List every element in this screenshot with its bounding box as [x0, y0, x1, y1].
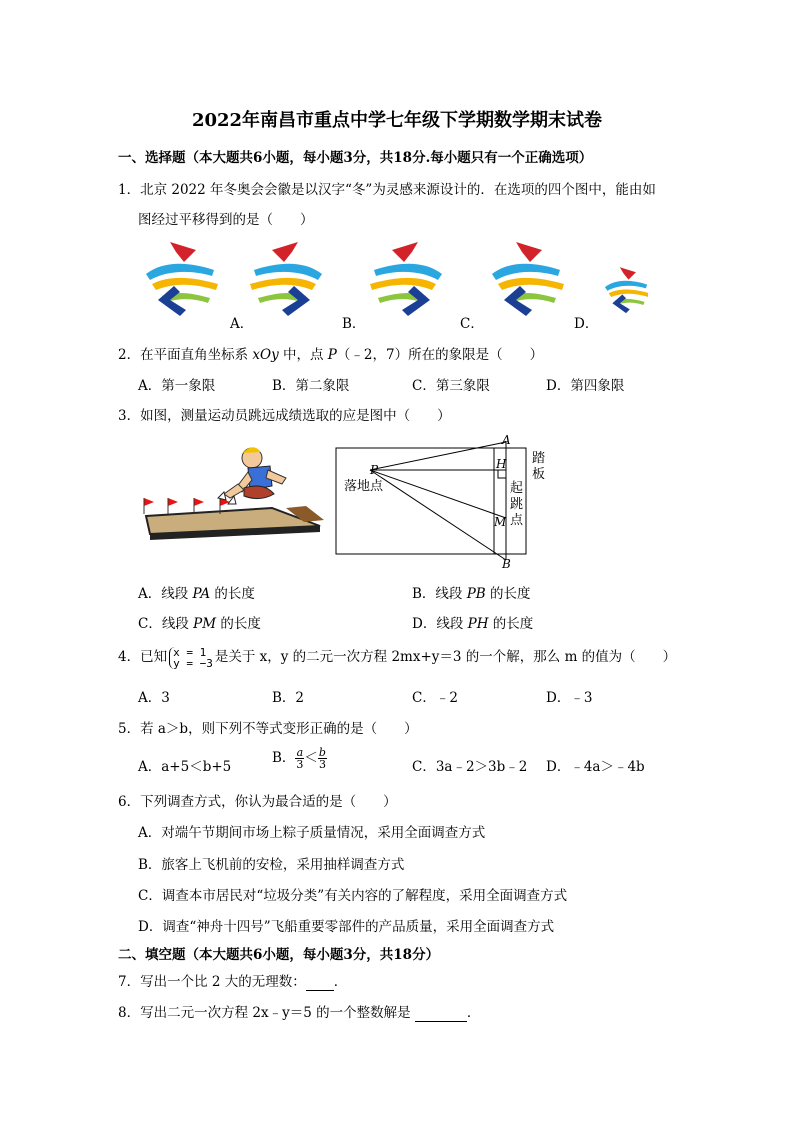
label-p: P [370, 463, 379, 477]
label-landing-point: 落地点 [344, 479, 384, 494]
q4-option-b: B．2 [272, 690, 305, 706]
option-c-emblem-icon [492, 242, 564, 316]
q6-option-c: C．调查本市居民对“垃圾分类”有关内容的了解程度，采用全面调查方式 [138, 888, 568, 904]
equation-system: x = 1 y = −3 [169, 647, 213, 669]
label-b: B [502, 557, 511, 570]
q1-option-b: B． [342, 316, 366, 332]
section-fill-heading: 二、填空题（本大题共6小题，每小题3分，共18分） [118, 947, 440, 963]
q1-line1: 1．北京 2022 年冬奥会会徽是以汉字“冬”为灵感来源设计的．在选项的四个图中，能由如 [118, 182, 656, 198]
q6-option-a: A．对端午节期间市场上粽子质量情况，采用全面调查方式 [138, 825, 486, 841]
segments-from-p [370, 442, 506, 560]
q4-option-c: C．﹣2 [412, 690, 458, 706]
q2-option-d: D．第四象限 [546, 378, 625, 394]
q4-option-a: A．3 [138, 690, 170, 706]
jumper-figure [218, 447, 286, 504]
q5-option-a: A．a+5＜b+5 [138, 759, 232, 775]
q1-emblem-figures [138, 236, 648, 328]
q3-option-c: C．线段 PM 的长度 [138, 616, 261, 632]
q2-stem: 2．在平面直角坐标系 xOy 中，点 P（﹣2，7）所在的象限是（ ） [118, 347, 544, 363]
q5-option-b: B． $\frac{a}{3}$ ＜ $\frac{b}{3}$ [272, 746, 326, 771]
q8-stem: 8．写出二元一次方程 2x﹣y＝5 的一个整数解是 ． [118, 1005, 481, 1021]
section-choice-heading: 一、选择题（本大题共6小题，每小题3分，共18分.每小题只有一个正确选项） [118, 150, 593, 166]
q1-line2: 图经过平移得到的是（ ） [138, 212, 314, 228]
label-h: H [496, 457, 507, 471]
option-d-emblem-icon [605, 267, 648, 313]
q6-option-b: B．旅客上飞机前的安检，采用抽样调查方式 [138, 857, 405, 873]
label-board: 踏板 [532, 451, 546, 482]
q5-option-d: D．﹣4a＞﹣4b [546, 759, 645, 775]
q1-option-c: C． [460, 316, 484, 332]
q1-option-d: D． [574, 316, 599, 332]
label-a: A [502, 433, 511, 447]
q5-stem: 5．若 a＞b，则下列不等式变形正确的是（ ） [118, 721, 418, 737]
q3-option-d: D．线段 PH 的长度 [412, 616, 534, 632]
q3-geometry-diagram [334, 432, 554, 570]
q3-stem: 3．如图，测量运动员跳远成绩选取的应是图中（ ） [118, 408, 451, 424]
q5-option-c: C．3a﹣2＞3b﹣2 [412, 759, 528, 775]
q2-option-b: B．第二象限 [272, 378, 350, 394]
right-angle-mark [498, 470, 506, 478]
label-m: M [494, 515, 507, 529]
option-b-emblem-icon [370, 242, 442, 316]
q6-stem: 6．下列调查方式，你认为最合适的是（ ） [118, 794, 397, 810]
q3-option-a: A．线段 PA 的长度 [138, 586, 255, 602]
original-emblem-icon [146, 242, 218, 316]
q3-jumper-illustration [140, 438, 330, 548]
pit-rectangle [336, 448, 494, 554]
q1-option-a: A． [230, 316, 254, 332]
q4-option-d: D．﹣3 [546, 690, 593, 706]
label-takeoff-point: 起跳点 [510, 481, 524, 528]
q4-stem: 4．已知 x = 1 y = −3 是关于 x，y 的二元一次方程 2mx+y＝3 的一个解，那么 m 的值为（ ） [118, 645, 677, 670]
page-title: 2022年南昌市重点中学七年级下学期数学期末试卷 [191, 110, 603, 131]
q3-option-b: B．线段 PB 的长度 [412, 586, 531, 602]
q7-answer-blank[interactable] [306, 974, 334, 991]
q8-answer-blank[interactable] [415, 1005, 467, 1022]
q6-option-d: D．调查“神舟十四号”飞船重要零部件的产品质量，采用全面调查方式 [138, 919, 555, 935]
q2-option-a: A．第一象限 [138, 378, 216, 394]
q7-stem: 7．写出一个比 2 大的无理数： ． [118, 974, 348, 990]
option-a-emblem-icon [250, 242, 322, 316]
q2-option-c: C．第三象限 [412, 378, 490, 394]
